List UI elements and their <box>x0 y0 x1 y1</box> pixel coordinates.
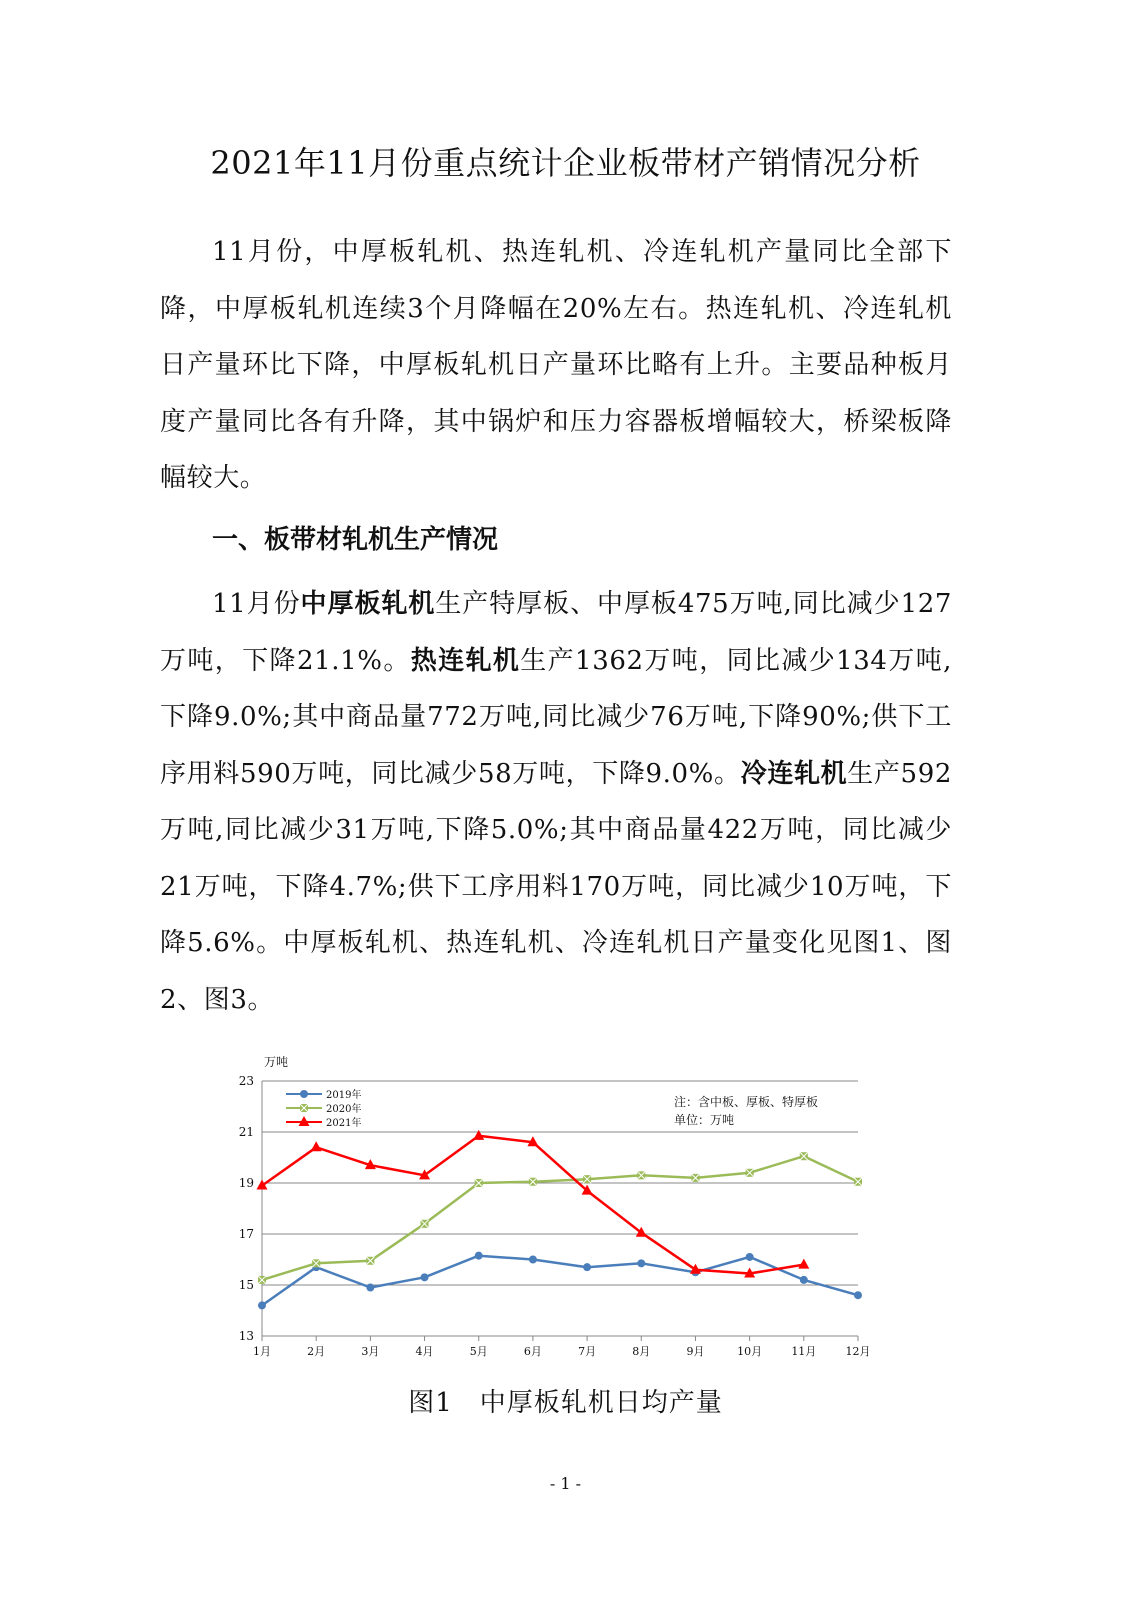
y-tick-label: 23 <box>238 1074 254 1088</box>
legend-label: 2019年 <box>326 1090 362 1101</box>
data-point <box>475 1252 483 1260</box>
data-point <box>637 1259 645 1267</box>
data-point <box>529 1256 537 1264</box>
section1-text-2: 生产特厚板、中厚板475万吨,同比减少127万吨，下降21.1%。 <box>160 589 953 676</box>
x-tick-label: 11月 <box>791 1345 817 1358</box>
series-line <box>262 1136 804 1274</box>
series-line <box>262 1156 858 1280</box>
data-point <box>421 1273 429 1281</box>
keyword-cold-strip-mill: 冷连轧机 <box>740 758 848 789</box>
x-tick-label: 9月 <box>686 1345 705 1358</box>
chart-note-line: 单位：万吨 <box>674 1113 735 1127</box>
x-tick-label: 1月 <box>253 1345 271 1358</box>
chart-legend <box>286 1088 361 1129</box>
y-tick-label: 13 <box>238 1329 254 1343</box>
data-point <box>366 1257 374 1265</box>
data-point <box>798 1259 809 1269</box>
legend-entry <box>286 1102 361 1115</box>
plate-mill-daily-output-chart <box>200 1044 900 1374</box>
data-point <box>366 1284 374 1292</box>
data-point <box>258 1301 266 1309</box>
data-point <box>746 1169 754 1177</box>
data-point <box>421 1220 429 1228</box>
y-tick-label: 15 <box>238 1278 254 1292</box>
legend-entry <box>286 1116 361 1129</box>
data-point <box>300 1090 308 1098</box>
series-line <box>262 1256 858 1306</box>
data-point <box>475 1179 483 1187</box>
intro-paragraph <box>160 224 952 507</box>
section1-text-1: 11月份 <box>212 589 301 619</box>
data-point <box>800 1276 808 1284</box>
document-title: 2021年11月份重点统计企业板带材产销情况分析 <box>210 144 921 182</box>
x-tick-label: 12月 <box>845 1345 871 1358</box>
section1-text-3: 生产1362万吨，同比减少134万吨,下降9.0%;其中商品量772万吨,同比减少76万吨,下降90%;供下工序用料590万吨，同比减少58万吨，下降9.0%。 <box>160 645 952 789</box>
x-tick-label: 2月 <box>307 1345 326 1358</box>
chart-series <box>257 1130 863 1310</box>
legend-label: 2021年 <box>326 1118 362 1129</box>
x-tick-label: 3月 <box>361 1345 380 1358</box>
data-point <box>690 1264 701 1274</box>
axes <box>239 1074 871 1358</box>
section1-paragraph <box>160 576 952 1028</box>
legend-label: 2020年 <box>326 1104 362 1115</box>
y-axis-unit-label: 万吨 <box>264 1055 289 1069</box>
section1-text-4: 生产592万吨,同比减少31万吨,下降5.0%;其中商品量422万吨，同比减少21万吨，下降4.7%;供下工序用料170万吨，同比减少10万吨，下降5.6%。中厚板轧机、热连轧机、冷连轧机日产量变化见图1、图2、图3。 <box>160 758 952 1015</box>
data-point <box>746 1253 754 1261</box>
data-point <box>257 1180 268 1190</box>
series-0 <box>258 1252 862 1310</box>
y-tick-label: 21 <box>238 1125 254 1139</box>
x-tick-label: 5月 <box>469 1345 488 1358</box>
x-tick-label: 10月 <box>737 1345 763 1358</box>
series-2 <box>257 1130 810 1278</box>
data-point <box>691 1174 699 1182</box>
data-point <box>583 1263 591 1271</box>
keyword-plate-mill: 中厚板轧机 <box>300 589 436 619</box>
data-point <box>854 1291 862 1299</box>
section-heading-rolling-mills: 一、板带材轧机生产情况 <box>212 525 499 555</box>
data-point <box>312 1259 320 1267</box>
legend-entry <box>286 1088 361 1101</box>
data-point <box>637 1171 645 1179</box>
intro-paragraph-text: 11月份，中厚板轧机、热连轧机、冷连轧机产量同比全部下降，中厚板轧机连续3个月降幅在20%左右。热连轧机、冷连轧机日产量环比下降，中厚板轧机日产量环比略有上升。主要品种板月度产量同比各有升降，其中锅炉和压力容器板增幅较大，桥梁板降幅较大。 <box>160 237 952 493</box>
data-point <box>800 1152 808 1160</box>
figure-caption: 图1 中厚板轧机日均产量 <box>408 1388 723 1418</box>
x-tick-label: 4月 <box>415 1345 434 1358</box>
data-point <box>473 1130 484 1140</box>
chart-note <box>674 1094 818 1127</box>
x-tick-label: 8月 <box>632 1345 651 1358</box>
data-point <box>258 1276 266 1284</box>
data-point <box>529 1178 537 1186</box>
x-tick-label: 6月 <box>523 1345 542 1358</box>
page-number: - 1 - <box>549 1474 582 1493</box>
x-tick-label: 7月 <box>578 1345 597 1358</box>
y-tick-label: 19 <box>238 1176 254 1190</box>
data-point <box>583 1175 591 1183</box>
chart-note-line: 注：含中板、厚板、特厚板 <box>674 1095 819 1109</box>
y-tick-label: 17 <box>238 1227 254 1241</box>
keyword-hot-strip-mill: 热连轧机 <box>410 645 521 676</box>
data-point <box>311 1141 322 1151</box>
data-point <box>300 1104 308 1112</box>
data-point <box>854 1178 862 1186</box>
